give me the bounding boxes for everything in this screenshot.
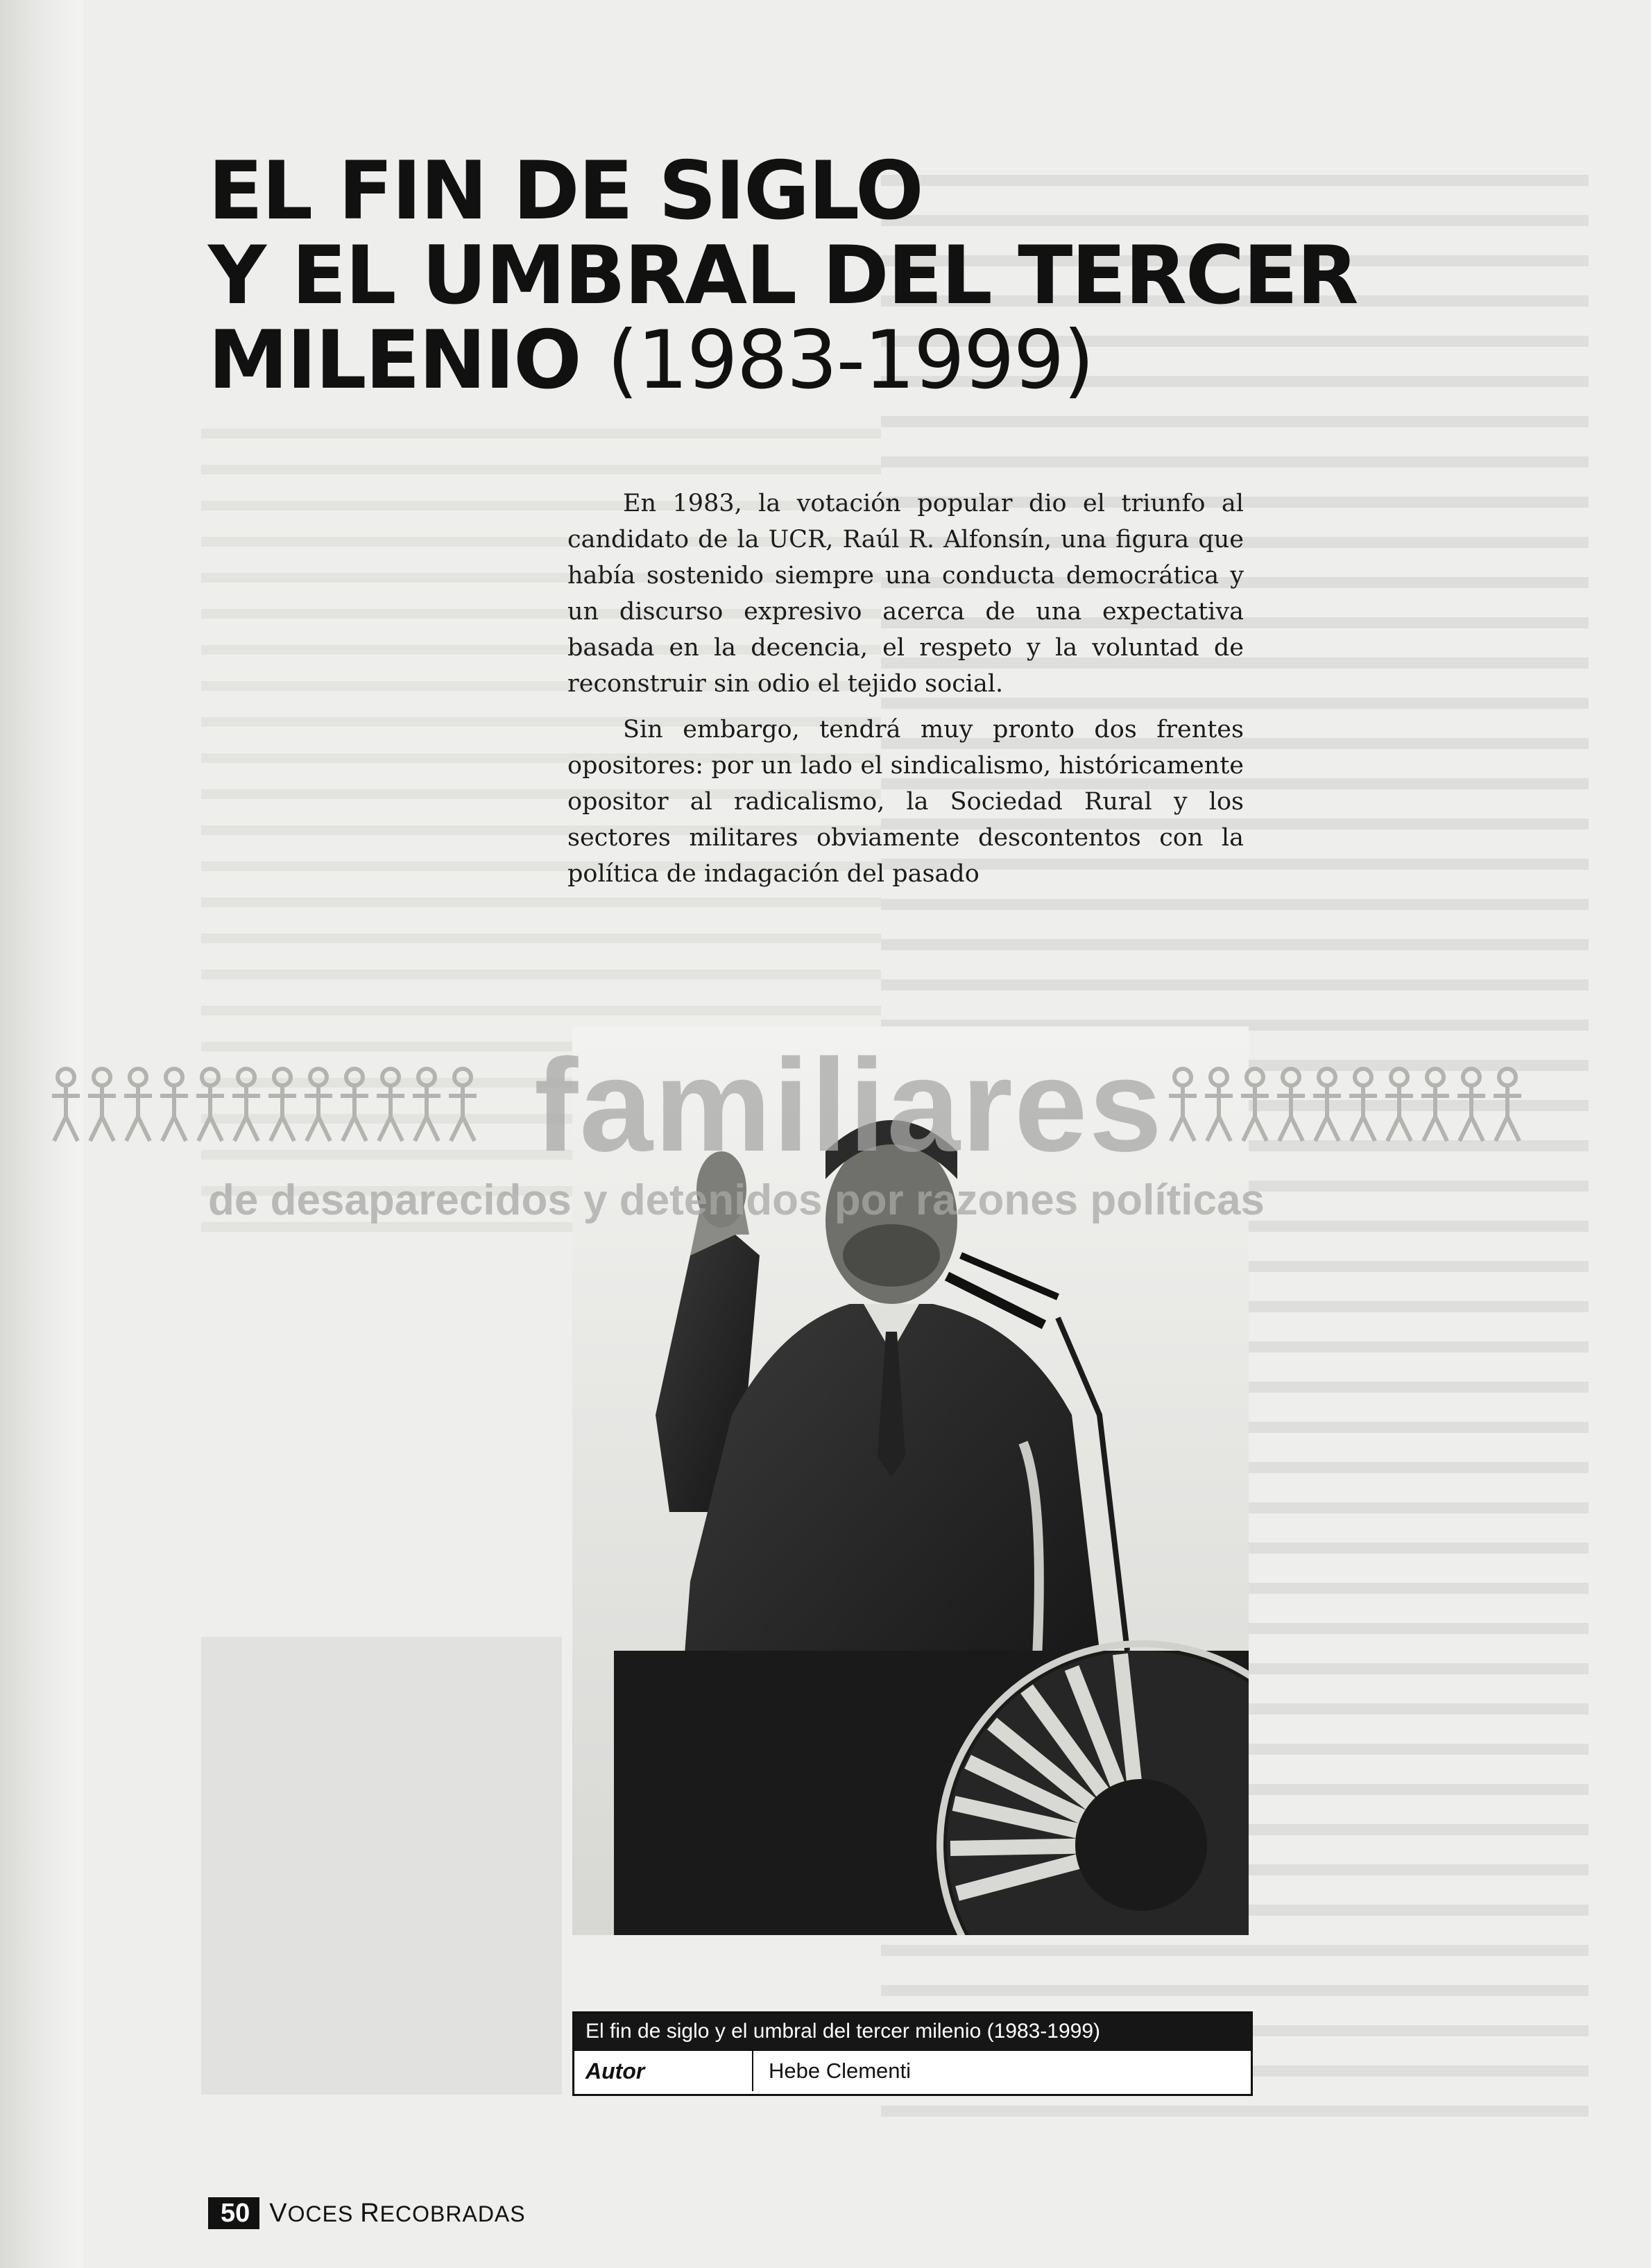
credit-author-value: Hebe Clementi	[769, 2059, 912, 2083]
watermark-word: familiares	[534, 1032, 1164, 1179]
credit-box	[572, 2011, 1253, 2096]
page-number: 50	[208, 2197, 259, 2229]
bleed-through-bottom-left	[201, 1637, 562, 2095]
watermark-subtitle: de desaparecidos y detenidos por razones políticas	[208, 1176, 1265, 1224]
paper-dolls-right-icon	[1165, 1065, 1554, 1148]
intro-paragraph-1: En 1983, la votación popular dio el triunfo al candidato de la UCR, Raúl R. Alfonsín, una figura que había sostenido siempre una conducta democrática y un discurso expresivo acerca de una expectativa basada en la decencia, el respeto y la voluntad de reconstruir sin odio el tejido social.	[567, 490, 1244, 698]
familiares-watermark	[49, 1030, 1575, 1224]
journal-part-ecobradas: ECOBRADAS	[379, 2201, 526, 2226]
journal-letter-r: R	[360, 2198, 380, 2228]
page-footer	[208, 2197, 526, 2229]
intro-paragraph-2: Sin embargo, tendrá muy pronto dos frentes opositores: por un lado el sindicalismo, históricamente opositor al radicalismo, la Sociedad Rural y los sectores militares obviamente descontentos con la política de indagación del pasado	[567, 716, 1244, 888]
journal-name	[269, 2199, 525, 2228]
title-years: (1983-1999)	[607, 313, 1093, 407]
journal-letter-v: V	[269, 2198, 288, 2228]
article-intro	[567, 486, 1244, 892]
paper-dolls-left-icon	[49, 1065, 493, 1148]
title-line-3-word: MILENIO	[208, 313, 581, 407]
credit-author-label: Autor	[574, 2051, 753, 2091]
title-line-1: EL FIN DE SIGLO	[208, 144, 923, 238]
journal-part-oces: OCES	[287, 2201, 361, 2226]
title-line-2: Y EL UMBRAL DEL TERCER	[208, 229, 1358, 323]
title-line-3	[208, 313, 1526, 407]
credit-author-row	[574, 2050, 1251, 2091]
article-title	[208, 144, 1526, 407]
credit-title: El fin de siglo y el umbral del tercer milenio (1983-1999)	[574, 2013, 1251, 2050]
